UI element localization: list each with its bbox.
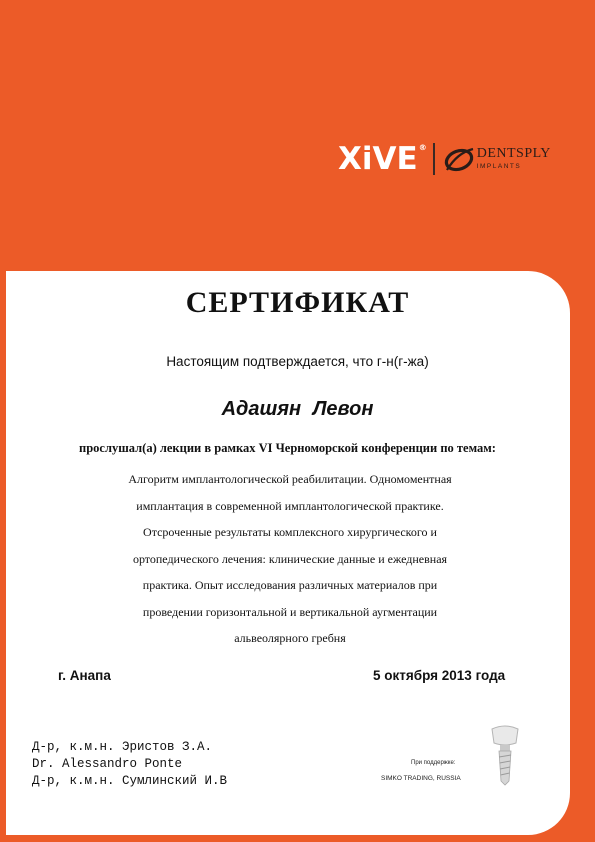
- topic-line: ортопедического лечения: клинические данные и ежедневная: [132, 551, 448, 566]
- logo-bar: [338, 140, 551, 178]
- topic-line: практика. Опыт исследования различных материалов при: [142, 578, 438, 592]
- dentsply-logo: [477, 147, 551, 171]
- xive-logo: XiVE®: [338, 140, 427, 177]
- dental-implant-icon: [488, 725, 522, 787]
- registered-mark: ®: [418, 142, 427, 152]
- recipient-name: Адашян Левон: [221, 398, 374, 420]
- sponsor-name: SIMKO TRADING, RUSSIA: [381, 775, 461, 782]
- support-label: При поддержке:: [411, 760, 456, 766]
- signer: Д-р, к.м.н. Сумлинский И.В: [32, 774, 228, 788]
- topics-block: [70, 466, 510, 652]
- certificate-title: СЕРТИФИКАТ: [185, 286, 410, 319]
- topic-line: альвеолярного гребня: [234, 631, 346, 645]
- dentsply-name: DENTSPLY: [476, 146, 551, 162]
- date: 5 октября 2013 года: [373, 668, 506, 683]
- signer: Д-р, к.м.н. Эристов З.А.: [32, 740, 213, 754]
- topic-line: Алгоритм имплантологической реабилитации. Одномоментная: [128, 472, 452, 486]
- signers-list: [32, 739, 227, 790]
- attendance-text: прослушал(а) лекции в рамках VI Черноморской конференции по темам:: [79, 441, 496, 455]
- city: г. Анапа: [58, 668, 111, 683]
- topic-line: проведении горизонтальной и вертикальной аугментации: [142, 604, 438, 619]
- topic-line: Отсроченные результаты комплексного хирургического и: [143, 525, 437, 539]
- topic-line: имплантация в современной имплантологической практике.: [136, 498, 444, 513]
- dentsply-implants: IMPLANTS: [476, 163, 522, 171]
- confirmation-text: Настоящим подтверждается, что г-н(г-жа): [166, 354, 429, 369]
- signer: Dr. Alessandro Ponte: [32, 757, 183, 771]
- logo-divider: [433, 143, 435, 175]
- dentsply-swoosh-icon: [443, 145, 475, 173]
